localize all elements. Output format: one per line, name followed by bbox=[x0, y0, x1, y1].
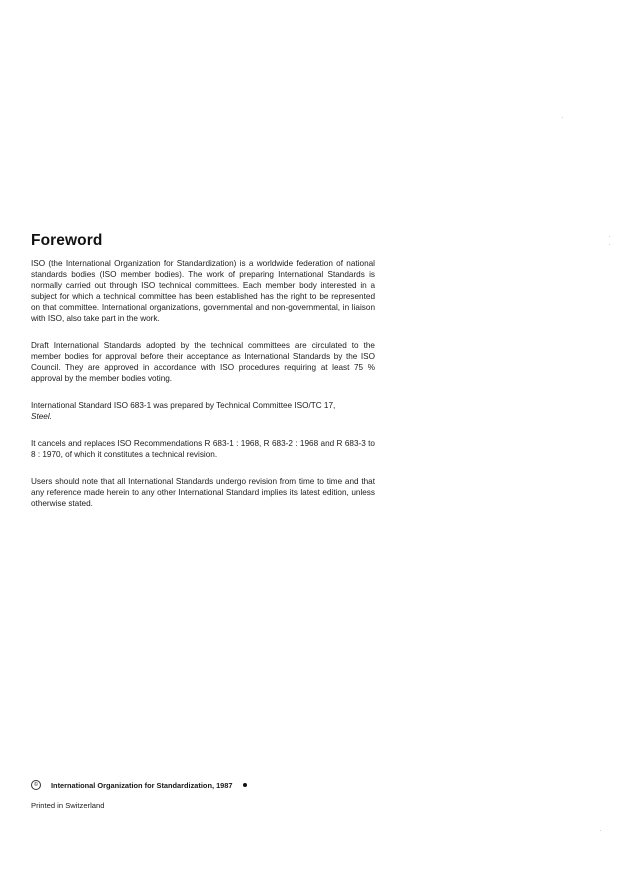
copyright-line bbox=[31, 780, 247, 790]
copyright-text: International Organization for Standardization, 1987 bbox=[51, 780, 233, 790]
committee-name: Steel. bbox=[31, 412, 52, 421]
scan-speck bbox=[562, 117, 563, 118]
prepared-by-text: International Standard ISO 683-1 was prepared by Technical Committee ISO/TC 17, bbox=[31, 401, 336, 410]
paragraph-draft-standards: Draft International Standards adopted by the technical committees are circulated to the member bodies for approval before their acceptance as International Standards by the ISO Council. They are approved in accordance with ISO procedures requiring at least 75 % approval by the member bodies voting. bbox=[31, 341, 375, 383]
scan-speck bbox=[600, 830, 601, 831]
paragraph-users-note: Users should note that all International Standards undergo revision from time to time and that any reference made herein to any other International Standard implies its latest edition, unless otherwise stated. bbox=[31, 477, 375, 508]
foreword-body bbox=[31, 258, 375, 525]
scan-speck bbox=[609, 236, 610, 237]
bullet-icon bbox=[243, 783, 247, 787]
paragraph-prepared-by bbox=[31, 400, 375, 422]
printed-in: Printed in Switzerland bbox=[31, 801, 105, 810]
copyright-icon: © bbox=[31, 780, 41, 790]
scan-speck bbox=[609, 244, 610, 245]
paragraph-iso-intro: ISO (the International Organization for Standardization) is a worldwide federation of national standards bodies (ISO member bodies). The work of preparing International Standards is normally carried out through ISO technical committees. Each member body interested in a subject for which a technical committee has been established has the right to be represented on that committee. International organizations, governmental and non-governmental, in liaison with ISO, also take part in the work. bbox=[31, 259, 375, 323]
paragraph-cancels-replaces: It cancels and replaces ISO Recommendations R 683-1 : 1968, R 683-2 : 1968 and R 683-3 to 8 : 1970, of which it constitutes a technical revision. bbox=[31, 439, 375, 459]
page-title: Foreword bbox=[31, 232, 103, 249]
